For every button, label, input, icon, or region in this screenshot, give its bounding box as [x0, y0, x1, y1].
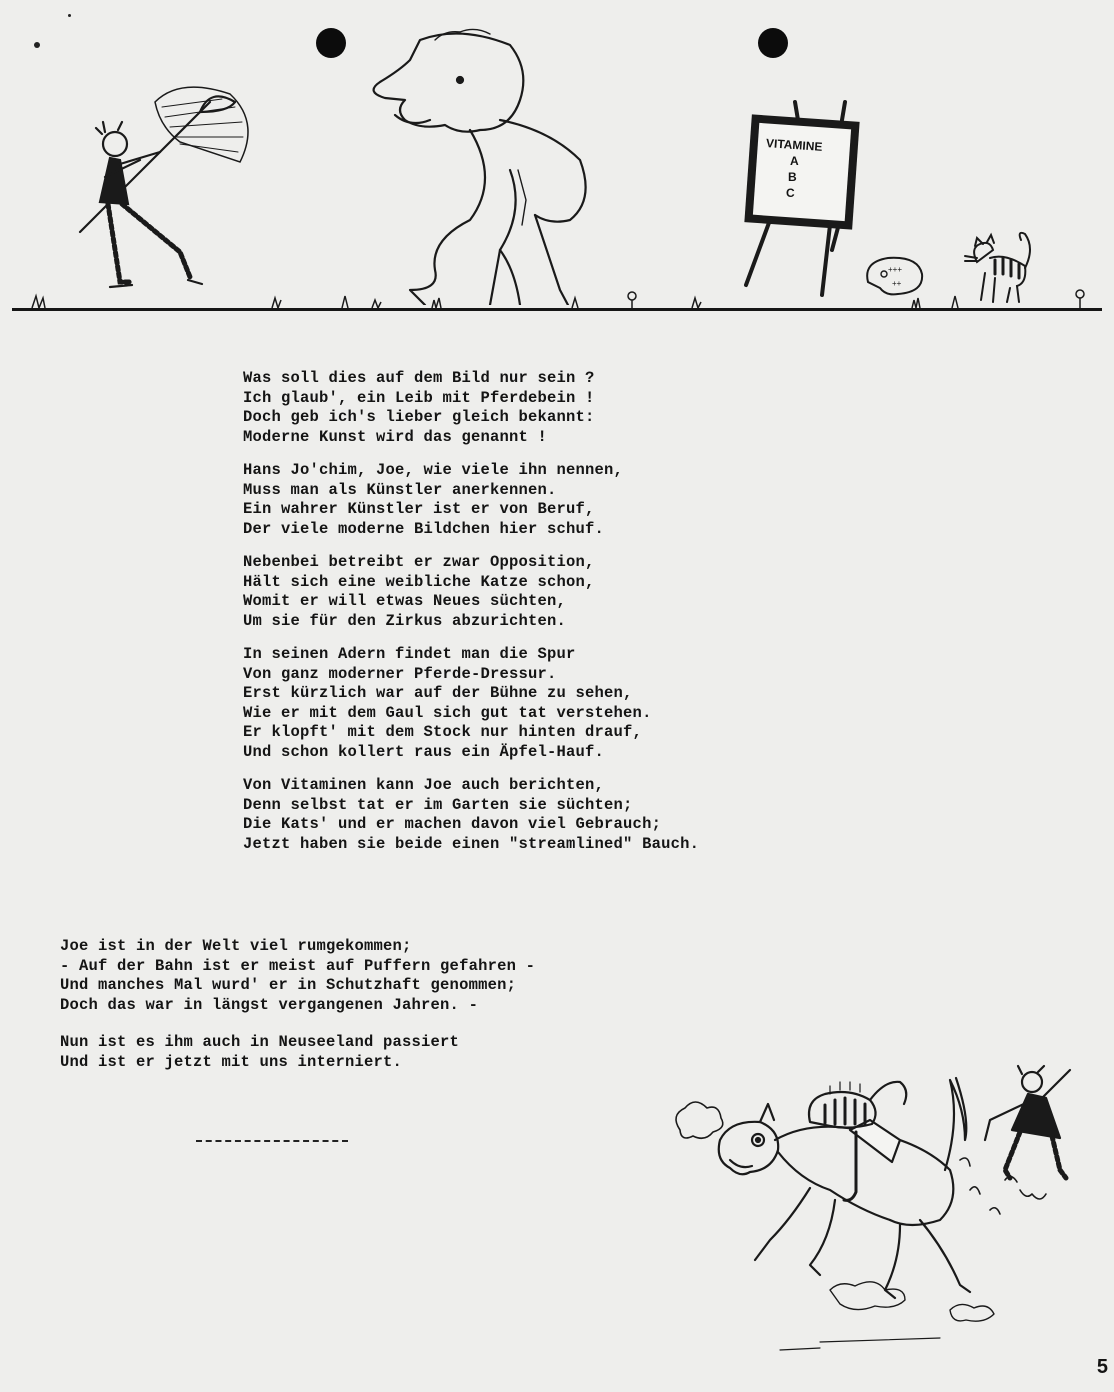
- poem-line: Wie er mit dem Gaul sich gut tat verstehen.: [243, 703, 652, 722]
- sign-title: VITAMINE: [765, 136, 823, 154]
- poem-line: Nun ist es ihm auch in Neuseeland passiert: [60, 1033, 460, 1051]
- poem-line: Von ganz moderner Pferde-Dressur.: [243, 664, 557, 683]
- poem-line: Die Kats' und er machen davon viel Gebrauch;: [243, 815, 662, 833]
- poem-line: - Auf der Bahn ist er meist auf Puffern gefahren -: [60, 956, 536, 975]
- poem-tail: [60, 937, 680, 1090]
- poem-line: Hans Jo'chim, Joe, wie viele ihn nennen,: [243, 461, 624, 479]
- poem-line: Hält sich eine weibliche Katze schon,: [243, 572, 595, 591]
- separator-rule: [196, 1140, 348, 1142]
- svg-text:++: ++: [892, 279, 902, 288]
- poem-line: In seinen Adern findet man die Spur: [243, 645, 576, 663]
- poem-line: Und manches Mal wurd' er in Schutzhaft genommen;: [60, 976, 517, 994]
- poem-stanza: [60, 937, 680, 1015]
- poem-line: Denn selbst tat er im Garten sie süchten;: [243, 795, 633, 814]
- poem-line: Doch das war in längst vergangenen Jahren. -: [60, 995, 479, 1014]
- poem-stanza: [243, 369, 863, 447]
- poem-line: Er klopft' mit dem Stock nur hinten drauf,: [243, 723, 643, 741]
- sign-letter-a: A: [790, 154, 799, 168]
- punch-hole-left: [316, 28, 346, 58]
- poem-line: Erst kürzlich war auf der Bühne zu sehen,: [243, 684, 633, 702]
- sign-letter-c: C: [786, 186, 795, 200]
- page-number: 5: [1096, 1356, 1108, 1378]
- poem-line: Ein wahrer Künstler ist er von Beruf,: [243, 500, 595, 518]
- ink-speck: [68, 14, 71, 17]
- poem-line: Jetzt haben sie beide einen "streamlined" Bauch.: [243, 834, 700, 853]
- poem-line: Womit er will etwas Neues süchten,: [243, 592, 567, 610]
- vitamine-easel-sign: [740, 100, 870, 300]
- poem-line: Joe ist in der Welt viel rumgekommen;: [60, 937, 412, 955]
- illustration-girl-with-pitchfork: [60, 82, 260, 302]
- poem-line: Um sie für den Zirkus abzurichten.: [243, 611, 567, 630]
- poem-line: Muss man als Künstler anerkennen.: [243, 480, 557, 499]
- svg-text:+++: +++: [888, 265, 903, 274]
- poem-stanza: [60, 1033, 680, 1072]
- poem-line: Was soll dies auf dem Bild nur sein ?: [243, 369, 595, 387]
- poem-line: Nebenbei betreibt er zwar Opposition,: [243, 553, 595, 571]
- ink-speck: [34, 42, 40, 48]
- poem-stanza: [243, 776, 863, 854]
- poem-stanza: [243, 645, 863, 762]
- poem-line: Und ist er jetzt mit uns interniert.: [60, 1052, 403, 1071]
- illustration-grass-tufts: [12, 282, 1102, 310]
- illustration-galloping-horse-cat-girl: [660, 1060, 1100, 1360]
- poem-line: Von Vitaminen kann Joe auch berichten,: [243, 776, 605, 794]
- punch-hole-right: [758, 28, 788, 58]
- poem-stanza: [243, 461, 863, 539]
- poem-line: Doch geb ich's lieber gleich bekannt:: [243, 408, 595, 426]
- poem-main: [243, 369, 863, 868]
- illustration-caricature-horse-body: [350, 20, 610, 305]
- poem-stanza: [243, 553, 863, 631]
- poem-line: Der viele moderne Bildchen hier schuf.: [243, 519, 605, 538]
- ground-line: [12, 308, 1102, 311]
- sign-letter-b: B: [788, 170, 797, 184]
- poem-line: Ich glaub', ein Leib mit Pferdebein !: [243, 388, 595, 407]
- poem-line: Moderne Kunst wird das genannt !: [243, 427, 548, 446]
- poem-line: Und schon kollert raus ein Äpfel-Hauf.: [243, 742, 605, 761]
